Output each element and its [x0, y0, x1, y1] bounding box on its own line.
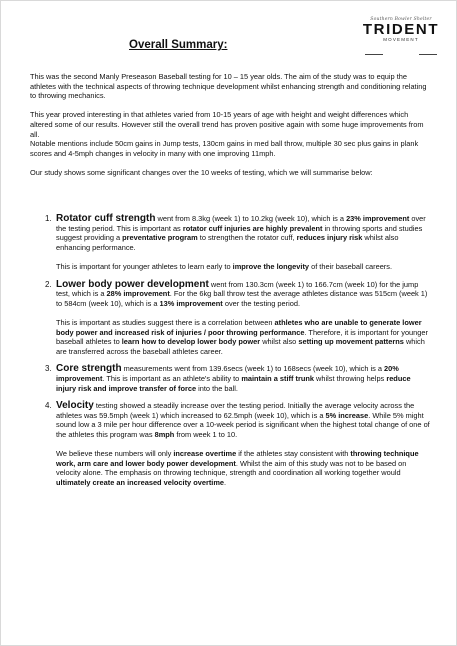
item-number: 3. — [45, 364, 52, 374]
text: from week 1 to 10. — [174, 429, 238, 439]
list-item — [30, 280, 431, 357]
text: . Whilst the aim of this study was not to be based on velocity alone. The emphasis on throwing technique, strength and coordination all working together would — [56, 458, 407, 478]
item-note — [56, 262, 431, 272]
text: . — [224, 477, 227, 487]
text: . While 5% might sound low a 3 mile per hour difference over a 10-week period is significant when the highest total change of one of the athletes this program was — [56, 410, 430, 439]
intro-paragraph-3: Notable mentions include 50cm gains in Jump tests, 130cm gains in med ball throw, multiple 30 sec plus gains in plank scores and 4-5mph changes in velocity in many with one improving 11mph. — [30, 139, 419, 158]
intro-paragraph-4: Our study shows some significant changes over the 10 weeks of testing, which we will summarise below: — [30, 167, 373, 177]
item-number: 1. — [45, 214, 52, 223]
text: measurements went from 139.6secs (week 1) to 168secs (week 10), which is a — [121, 364, 385, 374]
text: over the testing period. — [222, 298, 301, 308]
list-item — [30, 364, 431, 393]
intro-section — [30, 72, 431, 178]
item-note — [56, 449, 431, 487]
item-heading: Rotator cuff strength — [56, 213, 156, 224]
text: went from 130.3cm (week 1) to 166.7cm (week 10) for the jump test, which is a — [56, 279, 419, 299]
highlight: rotator cuff injuries are highly prevalent — [182, 223, 323, 233]
highlight: ultimately create an increased velocity overtime — [56, 477, 225, 487]
highlight: throwing technique work, arm care and lower body power development — [56, 449, 419, 468]
item-number: 4. — [45, 401, 52, 411]
text: into the ball. — [196, 383, 238, 393]
item-heading: Velocity — [56, 400, 94, 412]
item-paragraph — [56, 214, 431, 252]
text: to strengthen the rotator cuff, — [197, 233, 297, 243]
item-paragraph — [56, 364, 431, 393]
item-number: 2. — [45, 279, 52, 289]
intro-paragraph-2: This year proved interesting in that athletes varied from 10-15 years of age with height and weight differences which altered some of our results. However still the overall trend has proven positive again with some huge improvements from all. — [30, 110, 424, 139]
list-item — [30, 214, 431, 272]
page-title: Overall Summary: — [129, 39, 228, 51]
logo-line-right — [419, 54, 437, 55]
intro-paragraph-1: This was the second Manly Preseason Baseball testing for 10 – 15 year olds. The aim of the study was to equip the athletes with the technical aspects of throwing technique development whilst enhancing strength and conditioning relating to throwing mechanics. — [30, 72, 427, 101]
text: of their baseball careers. — [309, 261, 393, 271]
item-heading: Core strength — [56, 363, 122, 375]
item-paragraph — [56, 401, 431, 439]
highlight: learn how to develop lower body power — [121, 337, 261, 347]
highlight: 20% improvement — [56, 364, 399, 383]
highlight: preventative program — [122, 233, 198, 243]
text: whilst also — [260, 337, 299, 347]
logo-subtitle: MOVEMENT — [383, 37, 419, 42]
trident-logo — [361, 17, 441, 42]
highlight: 5% increase — [325, 410, 369, 420]
text: testing showed a steadily increase over the testing period. Initially the average velocity across the athletes was 59.5mph (week 1) which increased to 62.5mph (week 10), which is a — [56, 401, 415, 420]
highlight: athletes who are unable to generate lower body power and increased risk of injuries / poor throwing performance — [56, 317, 422, 337]
item-heading: Lower body power development — [56, 278, 209, 290]
highlight: 13% improvement — [159, 298, 223, 308]
highlight: reduces injury risk — [296, 233, 363, 243]
item-paragraph — [56, 280, 431, 309]
highlight: increase overtime — [173, 449, 237, 459]
text: which are transferred across the baseball athletes career. — [56, 337, 425, 356]
text: went from 8.3kg (week 1) to 10.2kg (week 10), which is a — [155, 214, 347, 223]
logo-tagline: Southern Bowler Shelter — [370, 17, 432, 22]
text: We believe these numbers will only — [56, 449, 174, 459]
text: This is important for younger athletes to learn early to — [56, 261, 233, 271]
logo-line-left — [365, 54, 383, 55]
list-item — [30, 401, 431, 487]
text: whilst throwing helps — [314, 373, 387, 383]
text: over the testing period. This is important as — [56, 214, 426, 233]
highlight: 8mph — [154, 429, 175, 439]
text: if the athletes stay consistent with — [236, 449, 351, 459]
highlight: maintain a stiff trunk — [241, 373, 314, 383]
text: whilst also enhancing performance. — [56, 233, 399, 252]
highlight: 23% improvement — [346, 214, 410, 223]
highlight: reduce injury risk and improve transfer of force — [56, 373, 411, 393]
highlight: setting up movement patterns — [298, 337, 404, 347]
text: in throwing sports and studies suggest providing a — [56, 223, 423, 243]
text: . For the 6kg ball throw test the average athletes distance was 515cm (week 1) to 584cm (week 10), which is a — [56, 289, 428, 308]
text: . Therefore, it is important for younger baseball athletes to — [56, 327, 428, 347]
text: . This is important as an athlete's ability to — [102, 373, 242, 383]
findings-list — [30, 214, 431, 495]
logo-name: TRIDENT — [362, 21, 440, 38]
text: This is important as studies suggest there is a correlation between — [56, 317, 275, 327]
item-note — [56, 318, 431, 356]
highlight: 28% improvement — [106, 289, 170, 299]
highlight: improve the longevity — [232, 261, 310, 271]
